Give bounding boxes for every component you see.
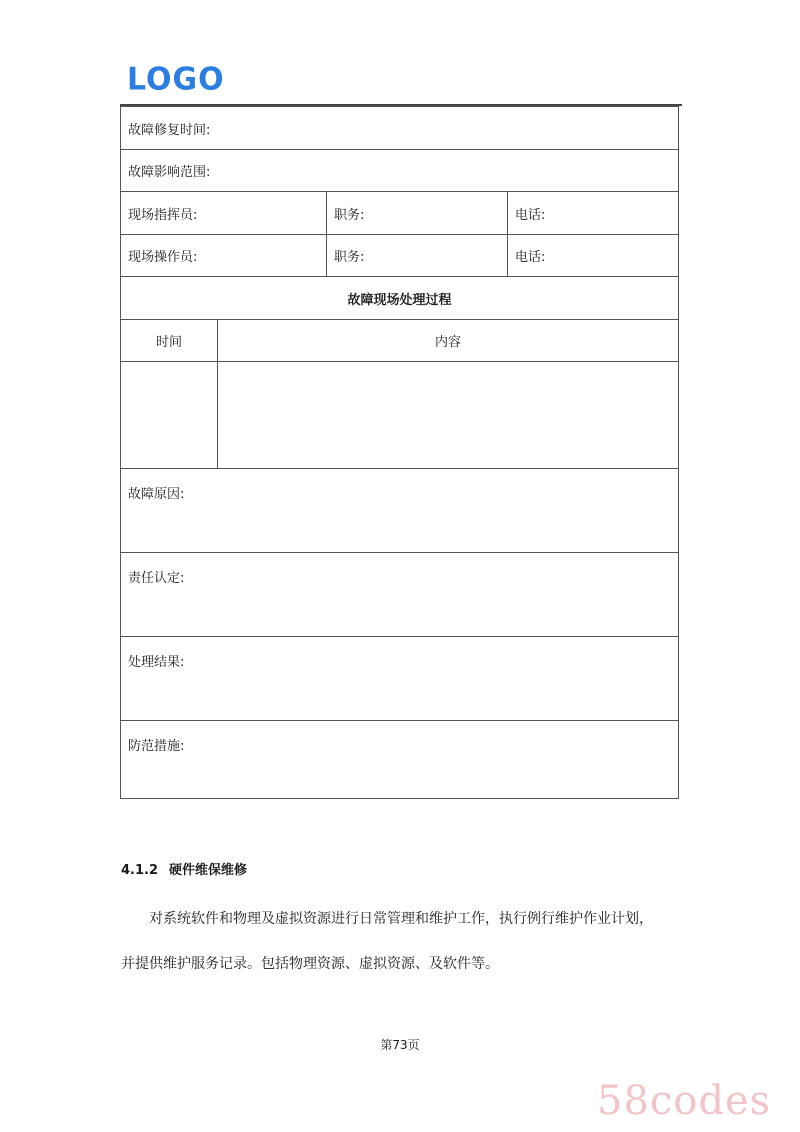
cause-row xyxy=(121,469,679,553)
cause-field[interactable]: 故障原因: xyxy=(121,469,679,553)
body-paragraph-line-1: 对系统软件和物理及虚拟资源进行日常管理和维护工作，执行例行维护作业计划， xyxy=(149,911,653,927)
section-number: 4.1.2 xyxy=(121,863,159,878)
section-heading xyxy=(121,859,247,878)
responsibility-row xyxy=(121,553,679,637)
page-number: 第73页 xyxy=(380,1038,420,1052)
commander-row xyxy=(121,192,679,235)
operator-position-field[interactable]: 职务: xyxy=(327,235,508,277)
process-time-header: 时间 xyxy=(121,320,218,362)
commander-position-field[interactable]: 职务: xyxy=(327,192,508,235)
operator-row xyxy=(121,235,679,277)
repair-time-row xyxy=(121,107,679,150)
watermark: 58codes xyxy=(597,1078,772,1124)
section-title: 硬件维保维修 xyxy=(169,863,248,878)
impact-scope-field[interactable]: 故障影响范围: xyxy=(121,150,679,192)
process-header-row xyxy=(121,320,679,362)
responsibility-field[interactable]: 责任认定: xyxy=(121,553,679,637)
process-title: 故障现场处理过程 xyxy=(121,277,679,320)
process-entry-row xyxy=(121,362,679,469)
operator-phone-field[interactable]: 电话: xyxy=(508,235,679,277)
body-paragraph-line-2: 并提供维护服务记录。包括物理资源、虚拟资源、及软件等。 xyxy=(121,956,499,972)
repair-time-field[interactable]: 故障修复时间: xyxy=(121,107,679,150)
operator-name-field[interactable]: 现场操作员: xyxy=(121,235,327,277)
commander-phone-field[interactable]: 电话: xyxy=(508,192,679,235)
result-row xyxy=(121,637,679,721)
impact-scope-row xyxy=(121,150,679,192)
process-time-cell[interactable] xyxy=(121,362,218,469)
prevention-field[interactable]: 防范措施: xyxy=(121,721,679,799)
commander-name-field[interactable]: 现场指挥员: xyxy=(121,192,327,235)
prevention-row xyxy=(121,721,679,799)
process-content-cell[interactable] xyxy=(218,362,679,469)
fault-report-form xyxy=(120,106,679,799)
process-content-header: 内容 xyxy=(218,320,679,362)
company-logo: LOGO xyxy=(127,61,225,98)
result-field[interactable]: 处理结果: xyxy=(121,637,679,721)
process-title-row xyxy=(121,277,679,320)
